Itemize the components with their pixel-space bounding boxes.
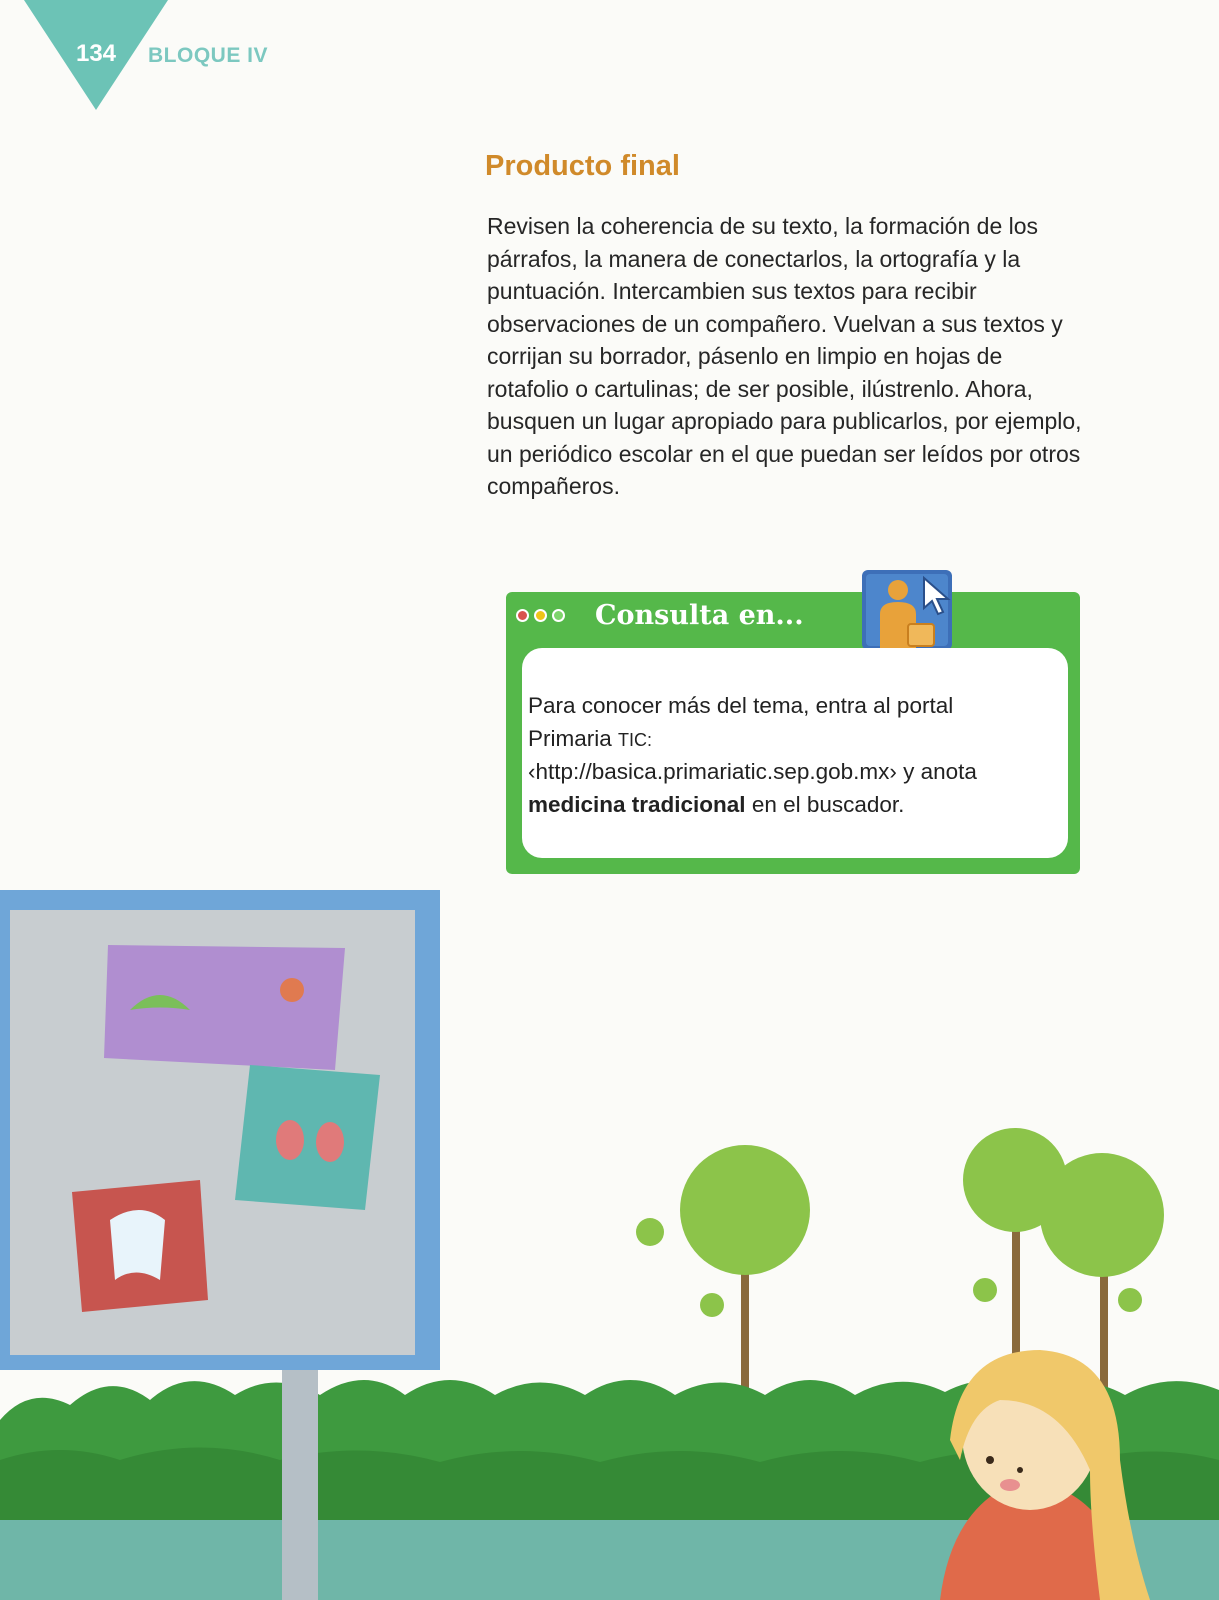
consulta-line-2: Primaria	[528, 725, 619, 751]
consulta-line-1: Para conocer más del tema, entra al portal	[528, 693, 954, 718]
yellow-dot-icon	[534, 609, 547, 622]
consulta-search-term: medicina tradicional	[528, 791, 746, 817]
consulta-url-link[interactable]: ‹http://basica.primariatic.sep.gob.mx›	[528, 759, 897, 784]
consulta-line-4: en el buscador.	[745, 791, 905, 817]
page-number: 134	[75, 40, 117, 67]
park-illustration	[0, 880, 1219, 1600]
section-label: BLOQUE IV	[148, 44, 269, 67]
computer-user-cursor-icon	[862, 570, 952, 650]
tree-illustration	[636, 1145, 810, 1410]
window-dots-icon	[516, 609, 565, 622]
instructions-paragraph: Revisen la coherencia de su texto, la formación de los párrafos, la manera de conectarlos, la ortografía y la puntuación. Intercambien sus textos para recibir observaciones de un compañero. Vuelvan a sus textos y corrijan su borrador, pásenlo en limpio en hojas de rotafolio o cartulinas; de ser posible, ilústrenlo. Ahora, busquen un lugar apropiado para publicarlos, por ejemplo, un periódico escolar en el que puedan ser leídos por otros compañeros.	[487, 213, 1082, 499]
consulta-line-3: y anota	[896, 759, 977, 784]
green-dot-icon	[552, 609, 565, 622]
red-dot-icon	[516, 609, 529, 622]
consulta-tic: TIC:	[618, 729, 653, 750]
consulta-title: Consulta en...	[595, 600, 804, 631]
section-heading: Producto final	[485, 150, 680, 182]
consulta-text	[528, 690, 1068, 821]
